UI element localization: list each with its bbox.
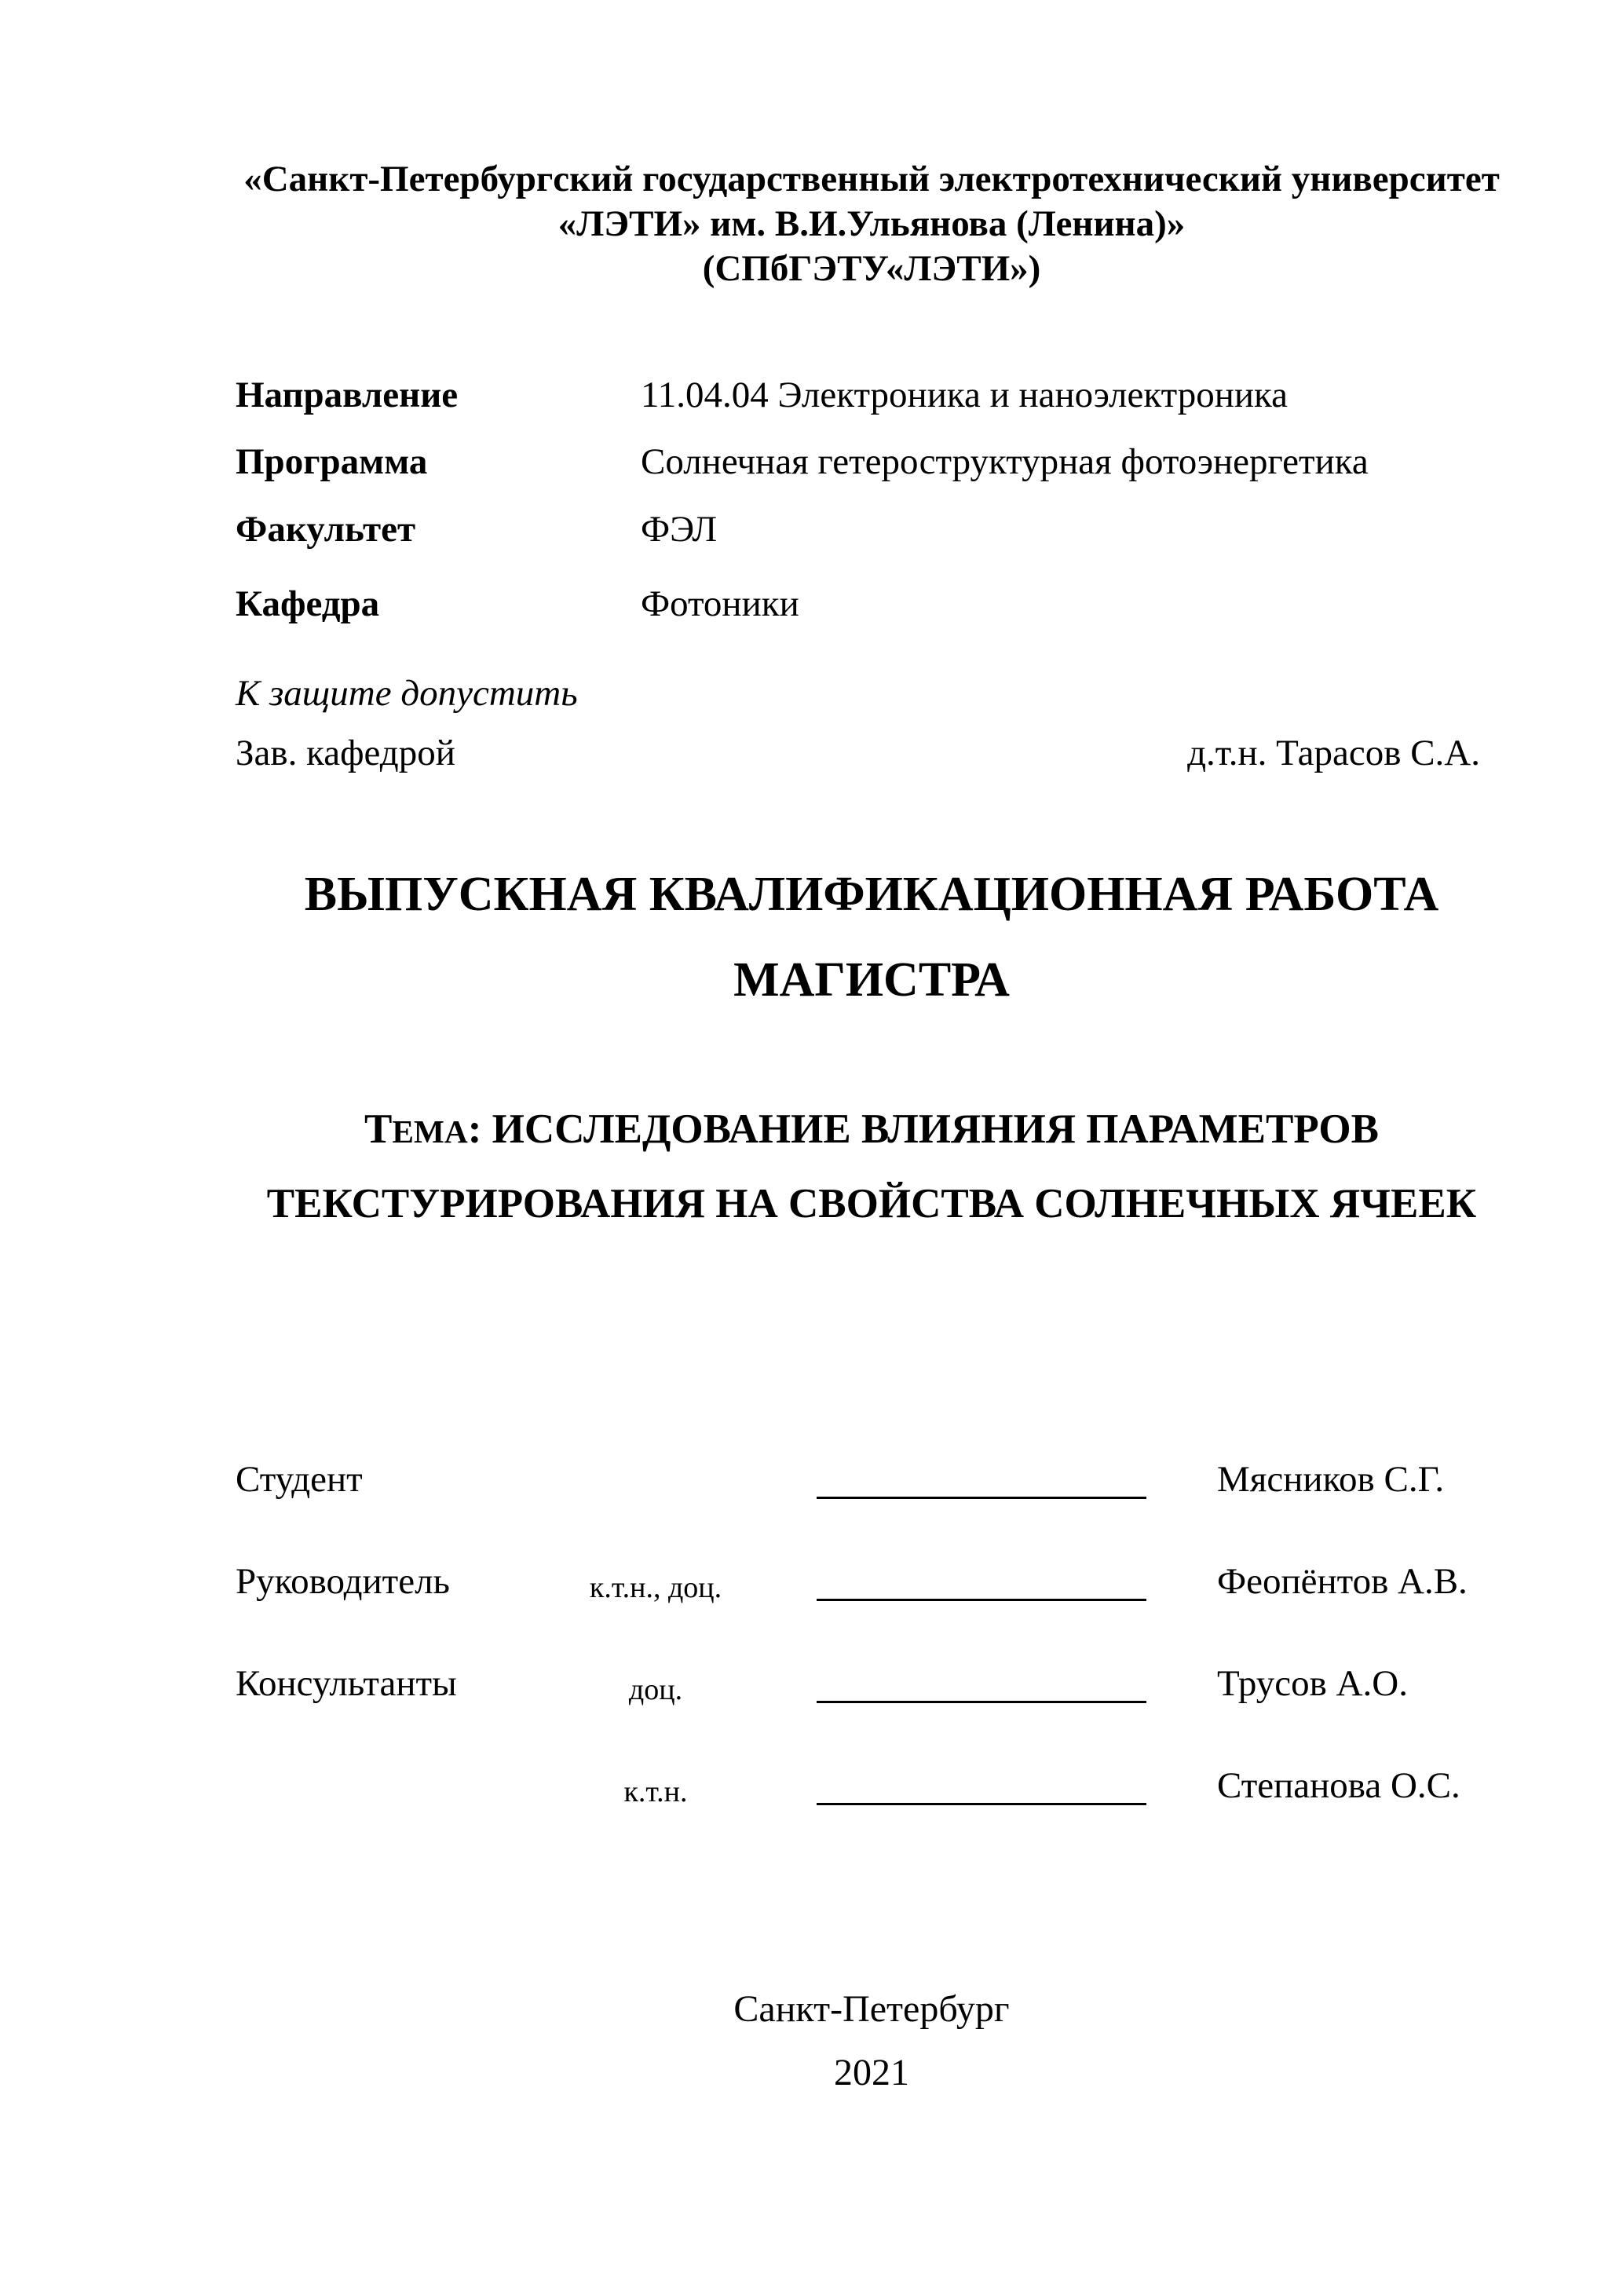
student-name: Мясников С.Г. (1217, 1459, 1445, 1500)
consultant-1-qualification: доц. (628, 1673, 683, 1706)
signature-row-consultant-1 (236, 1662, 1508, 1721)
program-label: Программа (236, 441, 428, 482)
faculty-value: ФЭЛ (641, 509, 718, 550)
department-head-name: д.т.н. Тарасов С.А. (1187, 733, 1480, 773)
topic-label-initial: Т (364, 1106, 393, 1152)
topic-label-smallcaps: ЕМА (392, 1113, 468, 1150)
program-value: Солнечная гетероструктурная фотоэнергетика (641, 441, 1369, 482)
signature-line (817, 1497, 1146, 1499)
signature-row-student (236, 1458, 1508, 1517)
field-row-direction (236, 374, 1508, 421)
document-title-line-1: ВЫПУСКНАЯ КВАЛИФИКАЦИОННАЯ РАБОТА (304, 868, 1439, 921)
university-name-line-2: «ЛЭТИ» им. В.И.Ульянова (Ленина)» (557, 203, 1186, 244)
topic-line-2: ТЕКСТУРИРОВАНИЯ НА СВОЙСТВА СОЛНЕЧНЫХ ЯЧЕЕК (266, 1181, 1477, 1227)
student-role-label: Студент (236, 1459, 363, 1500)
topic-separator: : (467, 1106, 492, 1152)
faculty-label: Факультет (236, 509, 416, 550)
topic-line-1 (236, 1106, 1508, 1152)
field-row-program (236, 441, 1508, 488)
consultants-role-label: Консультанты (236, 1663, 457, 1704)
admission-note: К защите допустить (236, 673, 578, 714)
university-abbreviation: (СПбГЭТУ«ЛЭТИ») (702, 248, 1041, 289)
consultant-1-name: Трусов А.О. (1217, 1663, 1408, 1704)
signature-line (817, 1803, 1146, 1805)
supervisor-name: Феопёнтов А.В. (1217, 1561, 1468, 1602)
direction-label: Направление (236, 375, 459, 415)
department-head-row (236, 732, 1508, 774)
department-value: Фотоники (641, 583, 799, 624)
topic-text-line-1: ИССЛЕДОВАНИЕ ВЛИЯНИЯ ПАРАМЕТРОВ (492, 1106, 1380, 1152)
consultant-2-qualification: к.т.н. (623, 1775, 688, 1808)
year: 2021 (834, 2052, 909, 2093)
document-title-line-2: МАГИСТРА (733, 953, 1010, 1007)
department-head-label: Зав. кафедрой (236, 733, 455, 773)
city: Санкт-Петербург (733, 1988, 1010, 2030)
field-row-department (236, 583, 1508, 630)
signature-line (817, 1701, 1146, 1703)
signature-line (817, 1599, 1146, 1601)
direction-value: 11.04.04 Электроника и наноэлектроника (641, 375, 1288, 415)
supervisor-role-label: Руководитель (236, 1561, 450, 1602)
signature-row-consultant-2 (236, 1764, 1508, 1823)
department-label: Кафедра (236, 583, 380, 624)
university-header (236, 157, 1508, 291)
supervisor-qualification: к.т.н., доц. (589, 1571, 722, 1604)
signature-row-supervisor (236, 1560, 1508, 1619)
consultant-2-name: Степанова О.С. (1217, 1765, 1460, 1806)
university-name-line-1: «Санкт-Петербургский государственный электротехнический университет (243, 159, 1500, 199)
field-row-faculty (236, 508, 1508, 555)
